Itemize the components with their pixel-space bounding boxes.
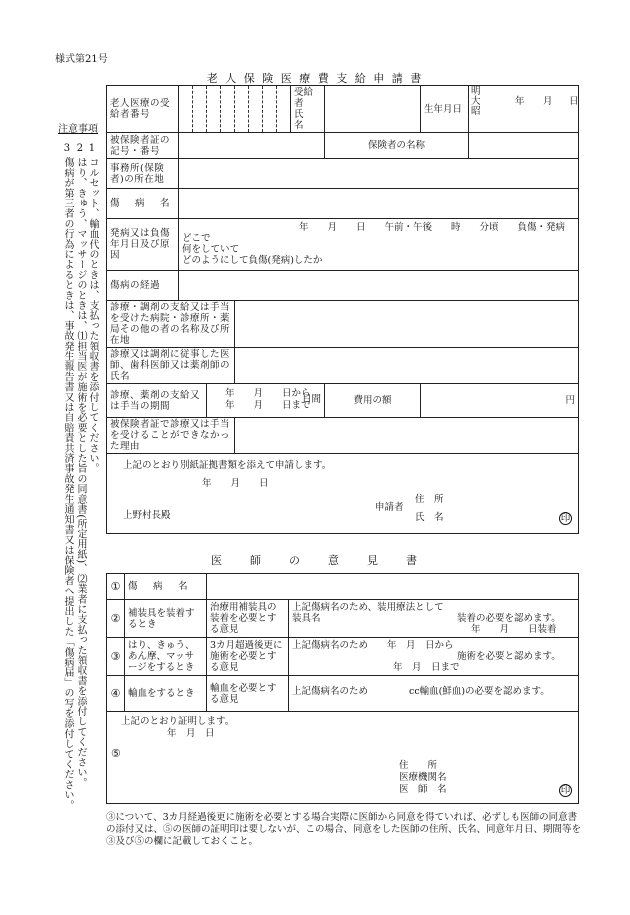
office-address-label: 事務所(保険者)の所在地 bbox=[107, 159, 179, 189]
acupuncture-line-1: 上記傷病名のため 年 月 日から bbox=[292, 640, 454, 651]
opinion-row-2-number: ② bbox=[107, 600, 125, 638]
doctor-seal-icon: 印 bbox=[560, 785, 571, 796]
recipient-name-field[interactable] bbox=[325, 86, 421, 133]
prosthesis-device-label: 装具名 bbox=[292, 613, 321, 624]
insurer-name-label: 保険者の名称 bbox=[325, 133, 469, 159]
form-number: 様式第21号 bbox=[55, 54, 108, 65]
opinion-row-3-label: はり、きゅう、あん摩、マッサージをするとき bbox=[125, 638, 207, 676]
opinion-row-2-label: 補装具を装着するとき bbox=[125, 600, 207, 638]
recipient-name-label: 受給者 氏 名 bbox=[291, 86, 325, 133]
cost-field[interactable] bbox=[421, 384, 579, 418]
progress-field[interactable] bbox=[179, 271, 579, 301]
disease-name-label: 傷 病 名 bbox=[107, 189, 179, 219]
certification-block bbox=[107, 712, 579, 804]
period-label: 診療、薬剤の支給又は手当の期間 bbox=[107, 384, 207, 418]
opinion-row-3-desc: 3カ月超過後更に施術を必要とする意見 bbox=[207, 638, 289, 676]
elderly-number-digit[interactable] bbox=[221, 86, 235, 133]
applicant-address-label: 住 所 bbox=[415, 494, 444, 505]
note-item-3 bbox=[62, 143, 73, 811]
addressee: 上野村長殿 bbox=[123, 510, 171, 521]
era-meiji: 明 bbox=[471, 86, 481, 97]
opinion-row-1-label: 傷 病 名 bbox=[125, 574, 207, 600]
provider-field[interactable] bbox=[235, 301, 579, 348]
opinion-row-3-number: ③ bbox=[107, 638, 125, 676]
note-number-3: 3 bbox=[63, 143, 71, 154]
doctor-address-label: 住 所 bbox=[399, 760, 438, 771]
declaration-date: 年 月 日 bbox=[202, 478, 269, 489]
elderly-number-digit[interactable] bbox=[263, 86, 277, 133]
application-table bbox=[106, 85, 579, 534]
birth-day-unit: 日 bbox=[569, 96, 579, 107]
transfusion-line-1: 上記傷病名のため bbox=[292, 686, 369, 697]
elderly-number-digit[interactable] bbox=[277, 86, 291, 133]
birth-year-unit: 年 bbox=[515, 96, 525, 107]
reason-field[interactable] bbox=[235, 418, 579, 454]
period-to: 年 月 日まで bbox=[225, 400, 311, 411]
opinion-row-4-label: 輸血をするとき bbox=[125, 676, 207, 712]
elderly-number-label: 老人医療の受給者番号 bbox=[107, 86, 179, 133]
onset-how: どのようにして負傷(発病)したか bbox=[182, 255, 323, 266]
opinion-row-4-number: ④ bbox=[107, 676, 125, 712]
footer-note: ③について、3カ月経過後更に施術を必要とする場合実際に医師から同意を得ていれば、必ずしも医師の同意書の添付又は、⑤の医師の証明印は要しないが、この場合、同意をした医師の住所、氏名、同意年月日、期間等を③及び⑤の欄に記載しておくこと。 bbox=[106, 812, 582, 847]
opinion-row-3-field[interactable] bbox=[289, 638, 579, 676]
applicant-label: 申請者 bbox=[375, 502, 404, 513]
birth-date-field[interactable] bbox=[469, 86, 579, 133]
note-number-2: 2 bbox=[76, 143, 84, 154]
insurance-card-field[interactable] bbox=[179, 133, 325, 159]
note-number-1: 1 bbox=[88, 143, 96, 154]
opinion-row-2-desc: 治療用補装具の装着を必要とする意見 bbox=[207, 600, 289, 638]
note-text-3: 傷病が第三者の行為によるときは、事故発生報告書又は自賠責共済事故発生通知書又は保険者へ提出した「傷病届」の写を添付してください。 bbox=[62, 157, 73, 811]
opinion-row-4-desc: 輸血を必要とする意見 bbox=[207, 676, 289, 712]
note-text-2: はり、きゅう、マッサージのときは、⑴担当医が施術を必要とした旨の同意書(所定用紙)、⑵業者に支払った領収書を添付してください。 bbox=[75, 157, 86, 788]
onset-date-line: 年 月 日 午前・午後 時 分頃 負傷・発病 bbox=[299, 222, 566, 233]
doctor-name-label: 医 師 名 bbox=[399, 784, 447, 795]
onset-what: 何をしていて bbox=[182, 244, 240, 255]
applicant-name-label: 氏 名 bbox=[415, 512, 444, 523]
prosthesis-line-1: 上記傷病名のため、装用療法として bbox=[292, 602, 444, 613]
practitioner-label: 診療又は調剤に従事した医師、歯科医師又は薬剤師の氏名 bbox=[107, 348, 235, 384]
period-days-unit: 日間 bbox=[301, 394, 321, 405]
elderly-number-digit[interactable] bbox=[249, 86, 263, 133]
office-address-field[interactable] bbox=[179, 159, 579, 189]
practitioner-field[interactable] bbox=[235, 348, 579, 384]
insurer-name-field[interactable] bbox=[469, 133, 579, 159]
disease-name-field[interactable] bbox=[179, 189, 579, 219]
period-from: 年 月 日から bbox=[225, 388, 311, 399]
onset-field[interactable] bbox=[179, 219, 579, 271]
reason-label: 被保険者証で診療又は手当を受けることができなかった理由 bbox=[107, 418, 235, 454]
birth-date-label: 生年月日 bbox=[421, 86, 469, 133]
opinion-row-4-field[interactable] bbox=[289, 676, 579, 712]
form-title: 老 人 保 険 医 療 費 支 給 申 請 書 bbox=[206, 72, 424, 85]
opinion-table bbox=[106, 573, 579, 804]
prosthesis-date: 年 月 日装着 bbox=[471, 624, 557, 635]
note-item-2 bbox=[75, 143, 86, 803]
transfusion-line-2: cc輸血(鮮血)の必要を認めます。 bbox=[409, 686, 550, 697]
certification-text: 上記のとおり証明します。 bbox=[121, 716, 235, 727]
elderly-number-digit[interactable] bbox=[193, 86, 207, 133]
birth-month-unit: 月 bbox=[543, 96, 553, 107]
opinion-disease-field[interactable] bbox=[207, 574, 579, 600]
applicant-seal-icon: 印 bbox=[560, 513, 571, 524]
acupuncture-line-3: 年 月 日まで bbox=[393, 662, 460, 673]
acupuncture-line-2: 施術を必要と認めます。 bbox=[457, 651, 561, 662]
cost-unit: 円 bbox=[565, 395, 575, 406]
era-showa: 昭 bbox=[471, 106, 481, 117]
prosthesis-line-3: 装着の必要を認めます。 bbox=[457, 613, 561, 624]
institution-label: 医療機関名 bbox=[399, 772, 447, 783]
provider-label: 診療・調剤の支給又は手当を受けた病院・診療所・薬局その他の者の名称及び所在地 bbox=[107, 301, 235, 348]
opinion-row-1-number: ① bbox=[107, 574, 125, 600]
declaration-text: 上記のとおり別紙証拠書類を添えて申請します。 bbox=[123, 460, 332, 471]
opinion-title: 医 師 の 意 見 書 bbox=[211, 554, 419, 567]
opinion-row-2-field[interactable] bbox=[289, 600, 579, 638]
notes-heading: 注意事項 bbox=[58, 124, 98, 135]
progress-label: 傷病の経過 bbox=[107, 271, 179, 301]
declaration-block bbox=[107, 454, 579, 534]
period-field[interactable] bbox=[207, 384, 325, 418]
elderly-number-digit[interactable] bbox=[179, 86, 193, 133]
note-text-1: コルセット、輸血代のときは、支払った領収書を添付してください。 bbox=[87, 157, 98, 474]
era-taisho: 大 bbox=[471, 96, 481, 107]
certification-date: 年 月 日 bbox=[167, 728, 215, 739]
certification-number: ⑤ bbox=[111, 747, 121, 760]
elderly-number-digit[interactable] bbox=[235, 86, 249, 133]
insurance-card-label: 被保険者証の記号・番号 bbox=[107, 133, 179, 159]
cost-label: 費用の額 bbox=[325, 384, 421, 418]
elderly-number-digit[interactable] bbox=[207, 86, 221, 133]
onset-where: どこで bbox=[182, 233, 211, 244]
note-item-1 bbox=[87, 143, 98, 803]
onset-label: 発病又は負傷年月日及び原 因 bbox=[107, 219, 179, 271]
